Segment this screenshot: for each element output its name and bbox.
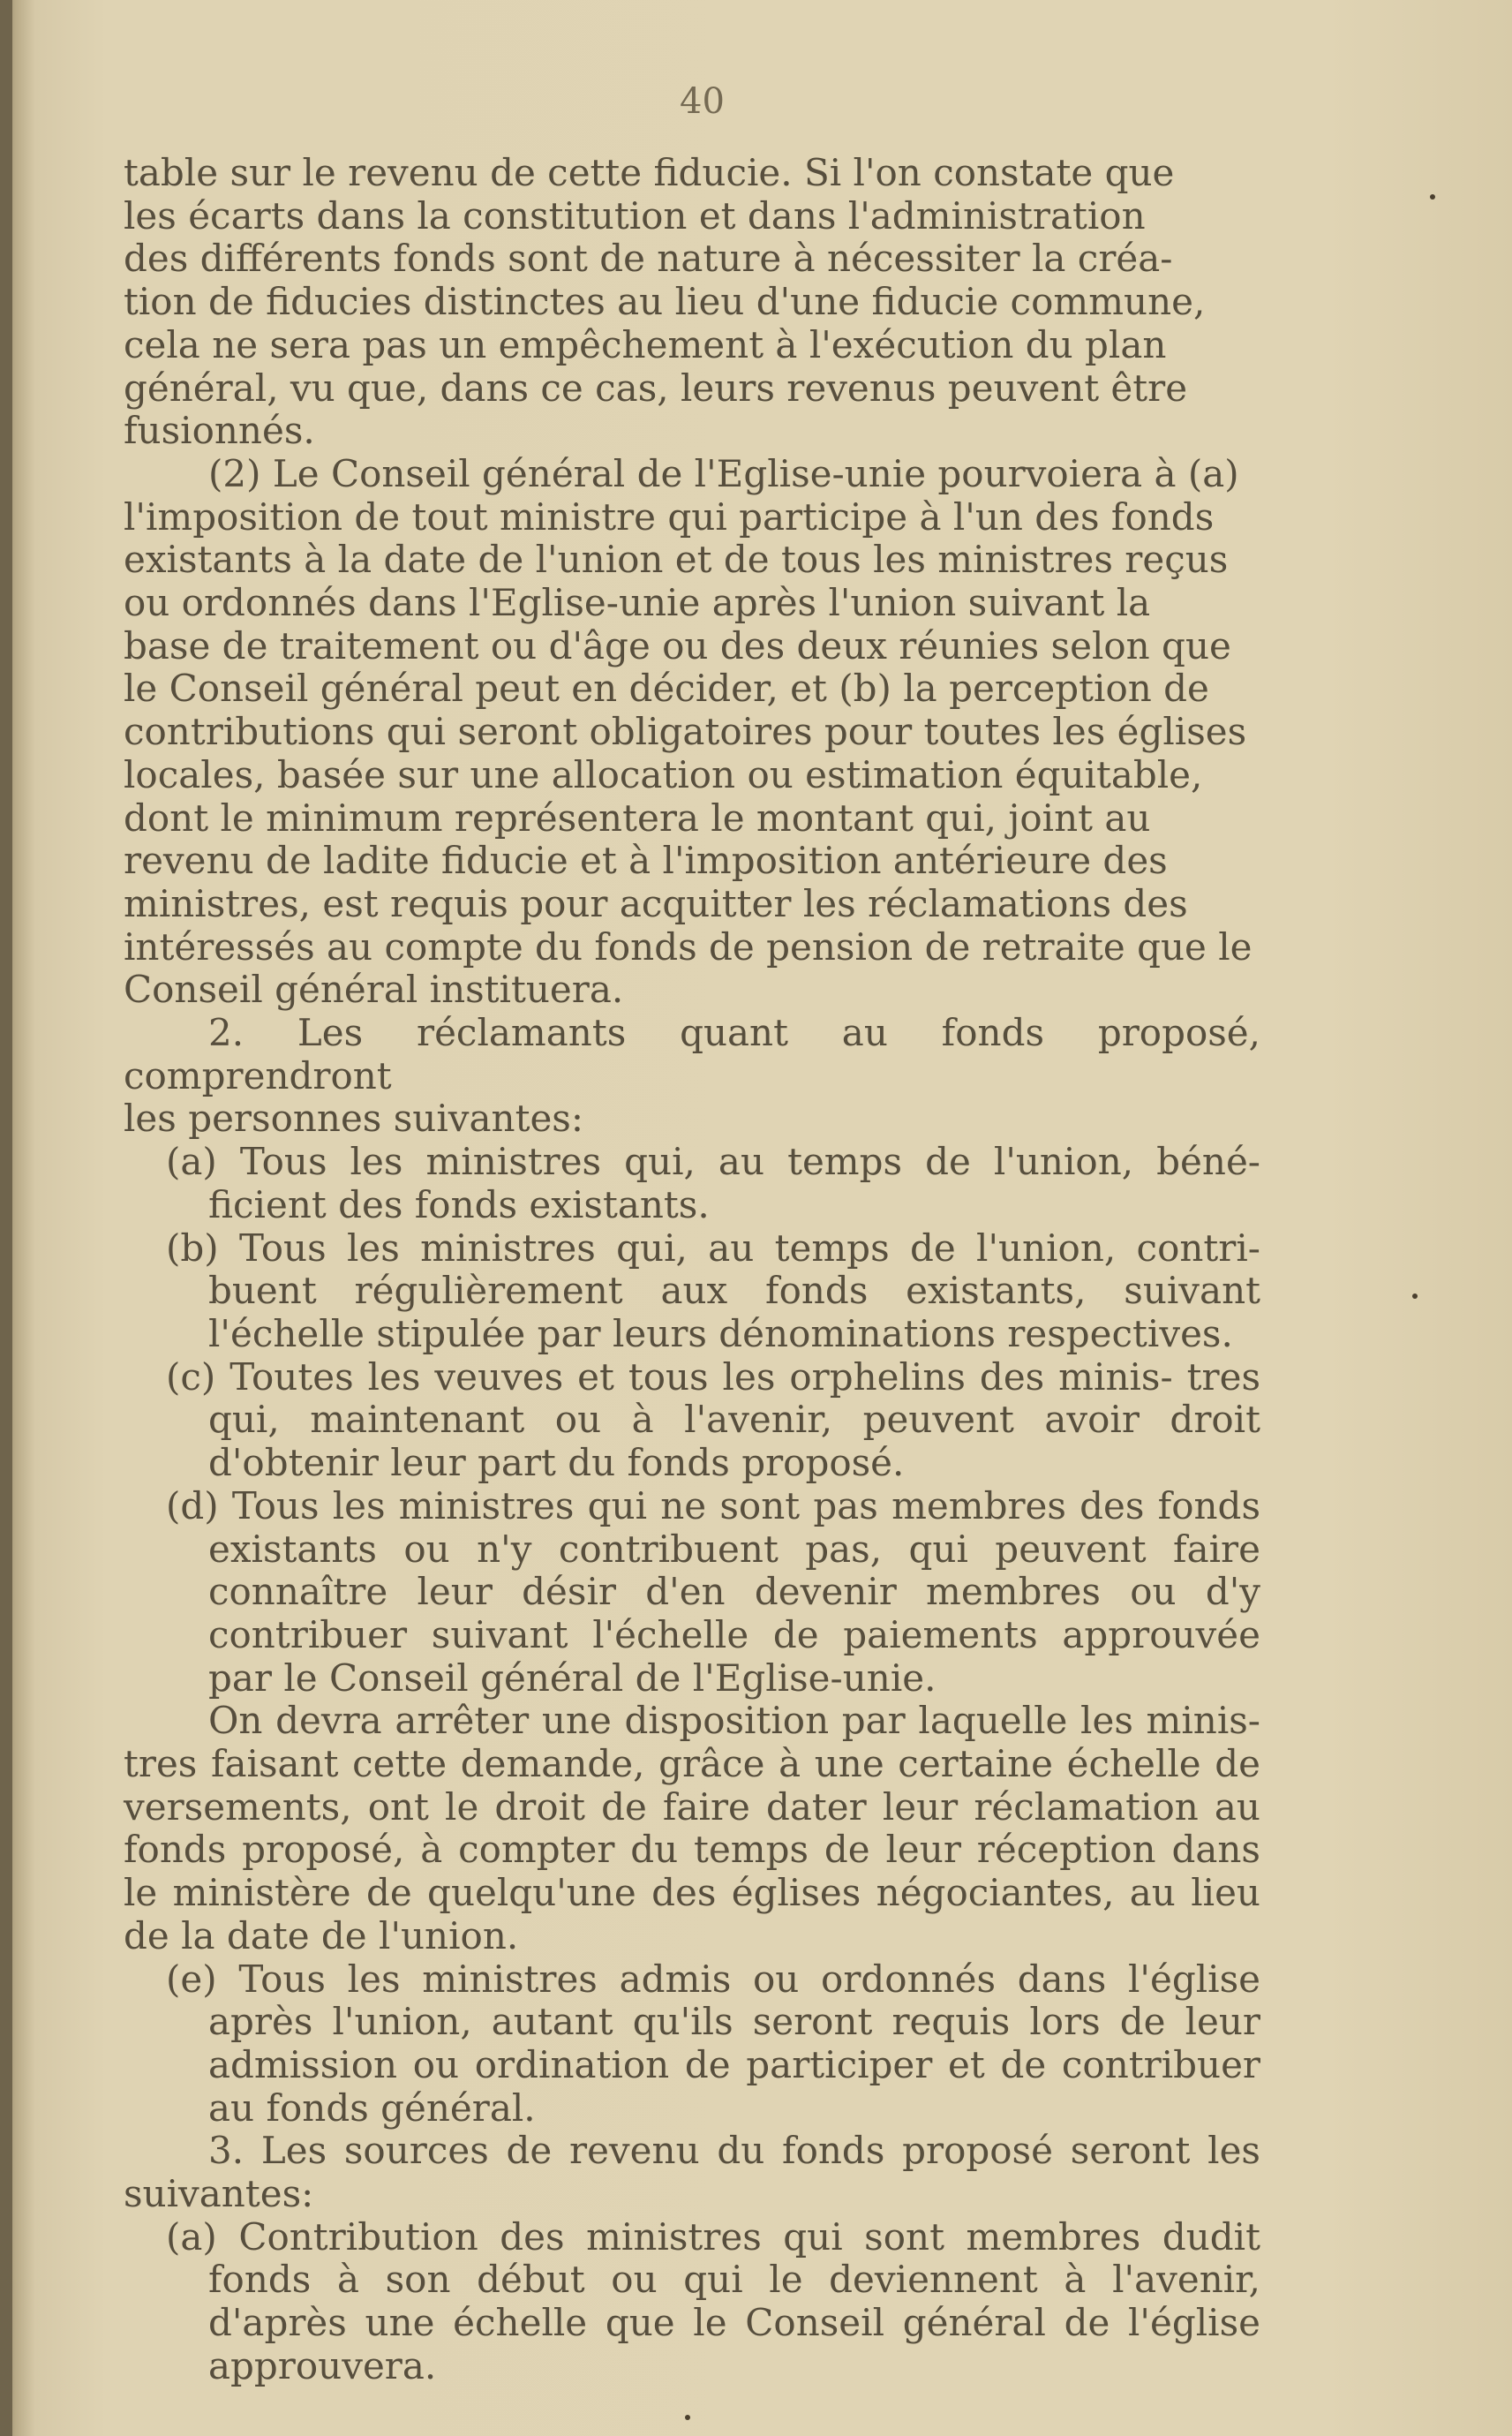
line: le Conseil général peut en décider, et (b) la perception de [124,667,1209,711]
line: revenu de ladite fiducie et à l'imposition antérieure des [124,839,1168,883]
book-spine [0,0,12,2436]
line: les personnes suivantes: [124,1097,584,1141]
line: ou ordonnés dans l'Eglise-unie après l'union suivant la [124,581,1151,625]
line: cela ne sera pas un empêchement à l'exécution du plan [124,322,1167,366]
speck [1430,194,1435,200]
line: les écarts dans la constitution et dans l'administration [124,193,1146,238]
line: l'imposition de tout ministre qui participe à l'un des fonds [124,494,1215,539]
line: ministres, est requis pour acquitter les réclamations des [124,881,1188,925]
list-item: (c) Toutes les veuves et tous les orphelins des minis- tres qui, maintenant ou à l'avenir, peuvent avoir droit d'obtenir leur part du fonds proposé. [166,1354,1260,1485]
line: intéressés au compte du fonds de pension de retraite que le [124,924,1252,969]
speck [1412,1293,1418,1299]
line: table sur le revenu de cette fiducie. Si l'on constate que [124,151,1175,194]
line: général, vu que, dans ce cas, leurs revenus peuvent être [124,366,1188,410]
page-number: 40 [680,81,725,122]
line: base de traitement ou d'âge ou des deux réunies selon que [124,623,1231,667]
paragraph: 3. Les sources de revenu du fonds proposé seront les suivantes: [124,2129,1260,2216]
line: contributions qui seront obligatoires pour toutes les églises [124,710,1247,754]
page-body [124,152,1260,2388]
list-item: (e) Tous les ministres admis ou ordonnés dans l'église après l'union, autant qu'ils seront requis lors de leur admission ou ordination de participer et de contribuer au fonds général. [166,1957,1260,2130]
line: Conseil général instituera. [124,968,624,1012]
line: fusionnés. [124,409,315,453]
speck [685,2415,690,2420]
list-item: (a) Contribution des ministres qui sont membres dudit fonds à son début ou qui le deviennent à l'avenir, d'après une échelle que le Conseil général de l'église approuvera. [166,2214,1260,2387]
line: (2) Le Conseil général de l'Eglise-unie pourvoiera à (a) [208,451,1239,495]
line: existants à la date de l'union et de tous les ministres reçus [124,538,1229,582]
line: dont le minimum représentera le montant qui, joint au [124,796,1151,840]
line: tion de fiducies distinctes au lieu d'une fiducie commune, [124,280,1206,324]
list-item: (d) Tous les ministres qui ne sont pas membres des fonds existants ou n'y contribuent pas, qui peuvent faire connaître leur désir d'en devenir membres ou d'y contribuer suivant l'échelle de paiements approuvée par le Conseil général de l'Eglise-unie. [166,1483,1260,1700]
paragraph: On devra arrêter une disposition par laquelle les minis- tres faisant cette demande, grâce à une certaine échelle de versements, ont le droit de faire dater leur réclamation au fonds proposé, à compter du temps de leur réception dans le ministère de quelqu'une des églises négociantes, au lieu de la date de l'union. [124,1699,1260,1957]
line: des différents fonds sont de nature à nécessiter la créa- [124,237,1173,281]
list-item: (a) Tous les ministres qui, au temps de l'union, béné- ficient des fonds existants. [166,1140,1260,1226]
line: locales, basée sur une allocation ou estimation équitable, [124,752,1203,796]
line: 2. Les réclamants quant au fonds proposé, comprendront [124,1011,1260,1097]
list-item: (b) Tous les ministres qui, au temps de l'union, contri- buent régulièrement aux fonds existants, suivant l'échelle stipulée par leurs dénominations respectives. [166,1226,1260,1355]
